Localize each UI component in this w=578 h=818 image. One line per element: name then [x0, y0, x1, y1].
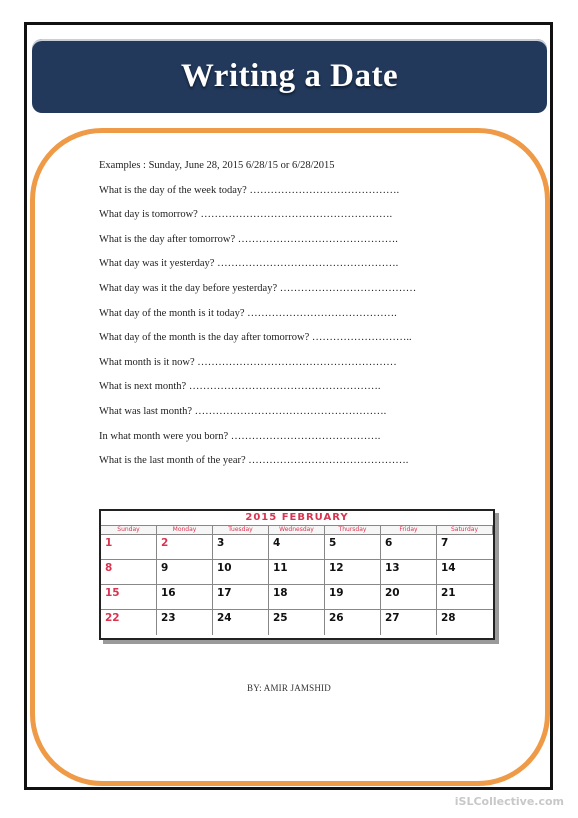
- calendar-day: 8: [101, 560, 157, 585]
- calendar-grid: [101, 526, 493, 635]
- question-line: What is the day after tomorrow? ……………………………………….: [99, 233, 398, 245]
- calendar-day: 22: [101, 610, 157, 635]
- page-title: Writing a Date: [180, 57, 399, 94]
- question-line: What day of the month is it today? …………………………………….: [99, 307, 397, 319]
- weekday-header: Monday: [157, 526, 213, 535]
- calendar-day: 3: [213, 535, 269, 560]
- question-line: What was last month? ……………………………………………….: [99, 405, 387, 417]
- examples-line: Examples : Sunday, June 28, 2015 6/28/15 or 6/28/2015: [99, 160, 335, 171]
- calendar-day: 13: [381, 560, 437, 585]
- calendar-day: 20: [381, 585, 437, 610]
- calendar-day: 12: [325, 560, 381, 585]
- calendar-day: 21: [437, 585, 493, 610]
- calendar-day: 10: [213, 560, 269, 585]
- author-credit: BY: AMIR JAMSHID: [247, 683, 331, 693]
- calendar-day: 17: [213, 585, 269, 610]
- calendar-day: 5: [325, 535, 381, 560]
- calendar-day: 11: [269, 560, 325, 585]
- calendar-day: 14: [437, 560, 493, 585]
- calendar-title: 2015 FEBRUARY: [101, 511, 493, 526]
- weekday-header: Friday: [381, 526, 437, 535]
- calendar-day: 9: [157, 560, 213, 585]
- calendar: [99, 509, 495, 640]
- weekday-header: Saturday: [437, 526, 493, 535]
- question-line: What day of the month is the day after tomorrow? ………………………..: [99, 332, 412, 344]
- question-line: What day was it yesterday? …………………………………………….: [99, 258, 399, 270]
- question-line: What day was it the day before yesterday? …………………………………: [99, 282, 417, 294]
- weekday-header: Thursday: [325, 526, 381, 535]
- calendar-day: 1: [101, 535, 157, 560]
- calendar-day: 2: [157, 535, 213, 560]
- question-line: What day is tomorrow? ……………………………………………….: [99, 209, 393, 221]
- calendar-day: 26: [325, 610, 381, 635]
- calendar-day: 15: [101, 585, 157, 610]
- weekday-header: Wednesday: [269, 526, 325, 535]
- calendar-day: 6: [381, 535, 437, 560]
- weekday-header: Sunday: [101, 526, 157, 535]
- title-banner: [32, 39, 547, 113]
- calendar-day: 23: [157, 610, 213, 635]
- question-list: [99, 160, 489, 480]
- calendar-day: 28: [441, 612, 456, 624]
- weekday-header: Tuesday: [213, 526, 269, 535]
- calendar-day: 27: [381, 610, 437, 635]
- calendar-day: 25: [269, 610, 325, 635]
- watermark: iSLCollective.com: [454, 795, 564, 808]
- question-line: In what month were you born? …………………………………….: [99, 430, 381, 442]
- question-line: What is the last month of the year? ……………………………………….: [99, 455, 409, 467]
- calendar-day: 19: [325, 585, 381, 610]
- calendar-day: 24: [213, 610, 269, 635]
- question-line: What is next month? ……………………………………………….: [99, 381, 381, 393]
- calendar-day: 4: [269, 535, 325, 560]
- calendar-day: 7: [437, 535, 493, 560]
- question-line: What is the day of the week today? …………………………………….: [99, 184, 400, 196]
- calendar-day: 16: [157, 585, 213, 610]
- question-line: What month is it now? …………………………………………………: [99, 356, 397, 368]
- calendar-day: 18: [269, 585, 325, 610]
